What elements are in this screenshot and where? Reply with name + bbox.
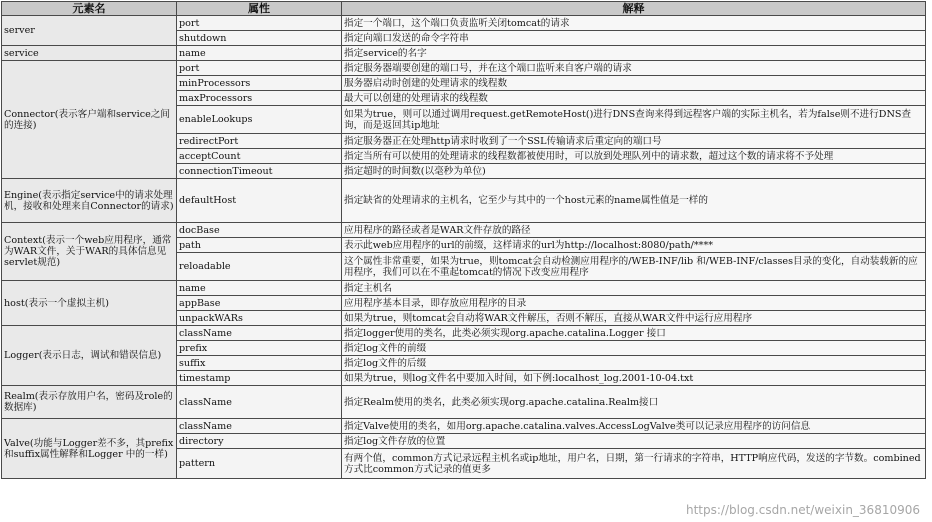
table-row [2, 419, 926, 434]
description-cell: 有两个值，common方式记录远程主机名或ip地址，用户名，日期，第一行请求的字符串，HTTP响应代码，发送的字节数。combined方式比common方式记录的值更多 [342, 449, 926, 479]
table-row [2, 223, 926, 238]
description-cell: 指定超时的时间数(以毫秒为单位) [342, 164, 926, 179]
attribute-cell: minProcessors [177, 76, 342, 91]
description-cell: 指定主机名 [342, 281, 926, 296]
attribute-cell: appBase [177, 296, 342, 311]
attribute-cell: unpackWARs [177, 311, 342, 326]
description-cell: 指定向端口发送的命令字符串 [342, 31, 926, 46]
attribute-cell: defaultHost [177, 179, 342, 223]
header-element-name: 元素名 [2, 2, 177, 16]
element-name-cell: service [2, 46, 177, 61]
description-cell: 指定log文件的后缀 [342, 356, 926, 371]
element-name-cell: Logger(表示日志，调试和错误信息) [2, 326, 177, 386]
element-name-cell: server [2, 16, 177, 46]
attribute-cell: name [177, 46, 342, 61]
description-cell: 如果为true，则log文件名中要加入时间，如下例:localhost_log.2001-10-04.txt [342, 371, 926, 386]
description-cell: 指定服务器正在处理http请求时收到了一个SSL传输请求后重定向的端口号 [342, 134, 926, 149]
attribute-cell: directory [177, 434, 342, 449]
table-body [2, 16, 926, 479]
attribute-cell: prefix [177, 341, 342, 356]
attribute-cell: pattern [177, 449, 342, 479]
description-cell: 指定缺省的处理请求的主机名，它至少与其中的一个host元素的name属性值是一样的 [342, 179, 926, 223]
header-attribute: 属性 [177, 2, 342, 16]
description-cell: 指定一个端口，这个端口负责监听关闭tomcat的请求 [342, 16, 926, 31]
attribute-cell: name [177, 281, 342, 296]
attribute-cell: reloadable [177, 253, 342, 281]
attribute-cell: connectionTimeout [177, 164, 342, 179]
table-header-row [2, 2, 926, 16]
description-cell: 最大可以创建的处理请求的线程数 [342, 91, 926, 106]
description-cell: 应用程序的路径或者是WAR文件存放的路径 [342, 223, 926, 238]
description-cell: 如果为true，则tomcat会自动将WAR文件解压，否则不解压，直接从WAR文件中运行应用程序 [342, 311, 926, 326]
attribute-cell: className [177, 326, 342, 341]
description-cell: 指定log文件的前缀 [342, 341, 926, 356]
description-cell: 表示此web应用程序的url的前缀，这样请求的url为http://localhost:8080/path/**** [342, 238, 926, 253]
attribute-cell: className [177, 386, 342, 419]
attribute-cell: redirectPort [177, 134, 342, 149]
attribute-cell: suffix [177, 356, 342, 371]
tomcat-config-table [1, 1, 926, 479]
attribute-cell: timestamp [177, 371, 342, 386]
element-name-cell: Realm(表示存放用户名，密码及role的数据库) [2, 386, 177, 419]
element-name-cell: Connector(表示客户端和service之间的连接) [2, 61, 177, 179]
table-row [2, 16, 926, 31]
attribute-cell: port [177, 61, 342, 76]
attribute-cell: port [177, 16, 342, 31]
attribute-cell: maxProcessors [177, 91, 342, 106]
table-row [2, 179, 926, 223]
table-row [2, 61, 926, 76]
description-cell: 指定Realm使用的类名，此类必须实现org.apache.catalina.Realm接口 [342, 386, 926, 419]
description-cell: 这个属性非常重要，如果为true，则tomcat会自动检测应用程序的/WEB-INF/lib 和/WEB-INF/classes目录的变化，自动装载新的应用程序，我们可以在不重起tomcat的情况下改变应用程序 [342, 253, 926, 281]
table-row [2, 46, 926, 61]
table-row [2, 326, 926, 341]
description-cell: 指定logger使用的类名，此类必须实现org.apache.catalina.Logger 接口 [342, 326, 926, 341]
description-cell: 如果为true，则可以通过调用request.getRemoteHost()进行DNS查询来得到远程客户端的实际主机名，若为false则不进行DNS查询，而是返回其ip地址 [342, 106, 926, 134]
attribute-cell: acceptCount [177, 149, 342, 164]
header-explanation: 解释 [342, 2, 926, 16]
description-cell: 服务器启动时创建的处理请求的线程数 [342, 76, 926, 91]
config-table-container [1, 1, 926, 479]
attribute-cell: enableLookups [177, 106, 342, 134]
element-name-cell: Context(表示一个web应用程序，通常为WAR文件，关于WAR的具体信息见servlet规范) [2, 223, 177, 281]
attribute-cell: path [177, 238, 342, 253]
watermark-text: https://blog.csdn.net/weixin_36810906 [685, 503, 920, 517]
table-row [2, 281, 926, 296]
description-cell: 指定当所有可以使用的处理请求的线程数都被使用时，可以放到处理队列中的请求数，超过这个数的请求将不予处理 [342, 149, 926, 164]
table-row [2, 386, 926, 419]
attribute-cell: docBase [177, 223, 342, 238]
description-cell: 指定Valve使用的类名，如用org.apache.catalina.valves.AccessLogValve类可以记录应用程序的访问信息 [342, 419, 926, 434]
attribute-cell: shutdown [177, 31, 342, 46]
description-cell: 指定log文件存放的位置 [342, 434, 926, 449]
description-cell: 应用程序基本目录，即存放应用程序的目录 [342, 296, 926, 311]
element-name-cell: Valve(功能与Logger差不多，其prefix和suffix属性解释和Logger 中的一样) [2, 419, 177, 479]
description-cell: 指定service的名字 [342, 46, 926, 61]
element-name-cell: Engine(表示指定service中的请求处理机，接收和处理来自Connector的请求) [2, 179, 177, 223]
element-name-cell: host(表示一个虚拟主机) [2, 281, 177, 326]
description-cell: 指定服务器端要创建的端口号，并在这个端口监听来自客户端的请求 [342, 61, 926, 76]
attribute-cell: className [177, 419, 342, 434]
